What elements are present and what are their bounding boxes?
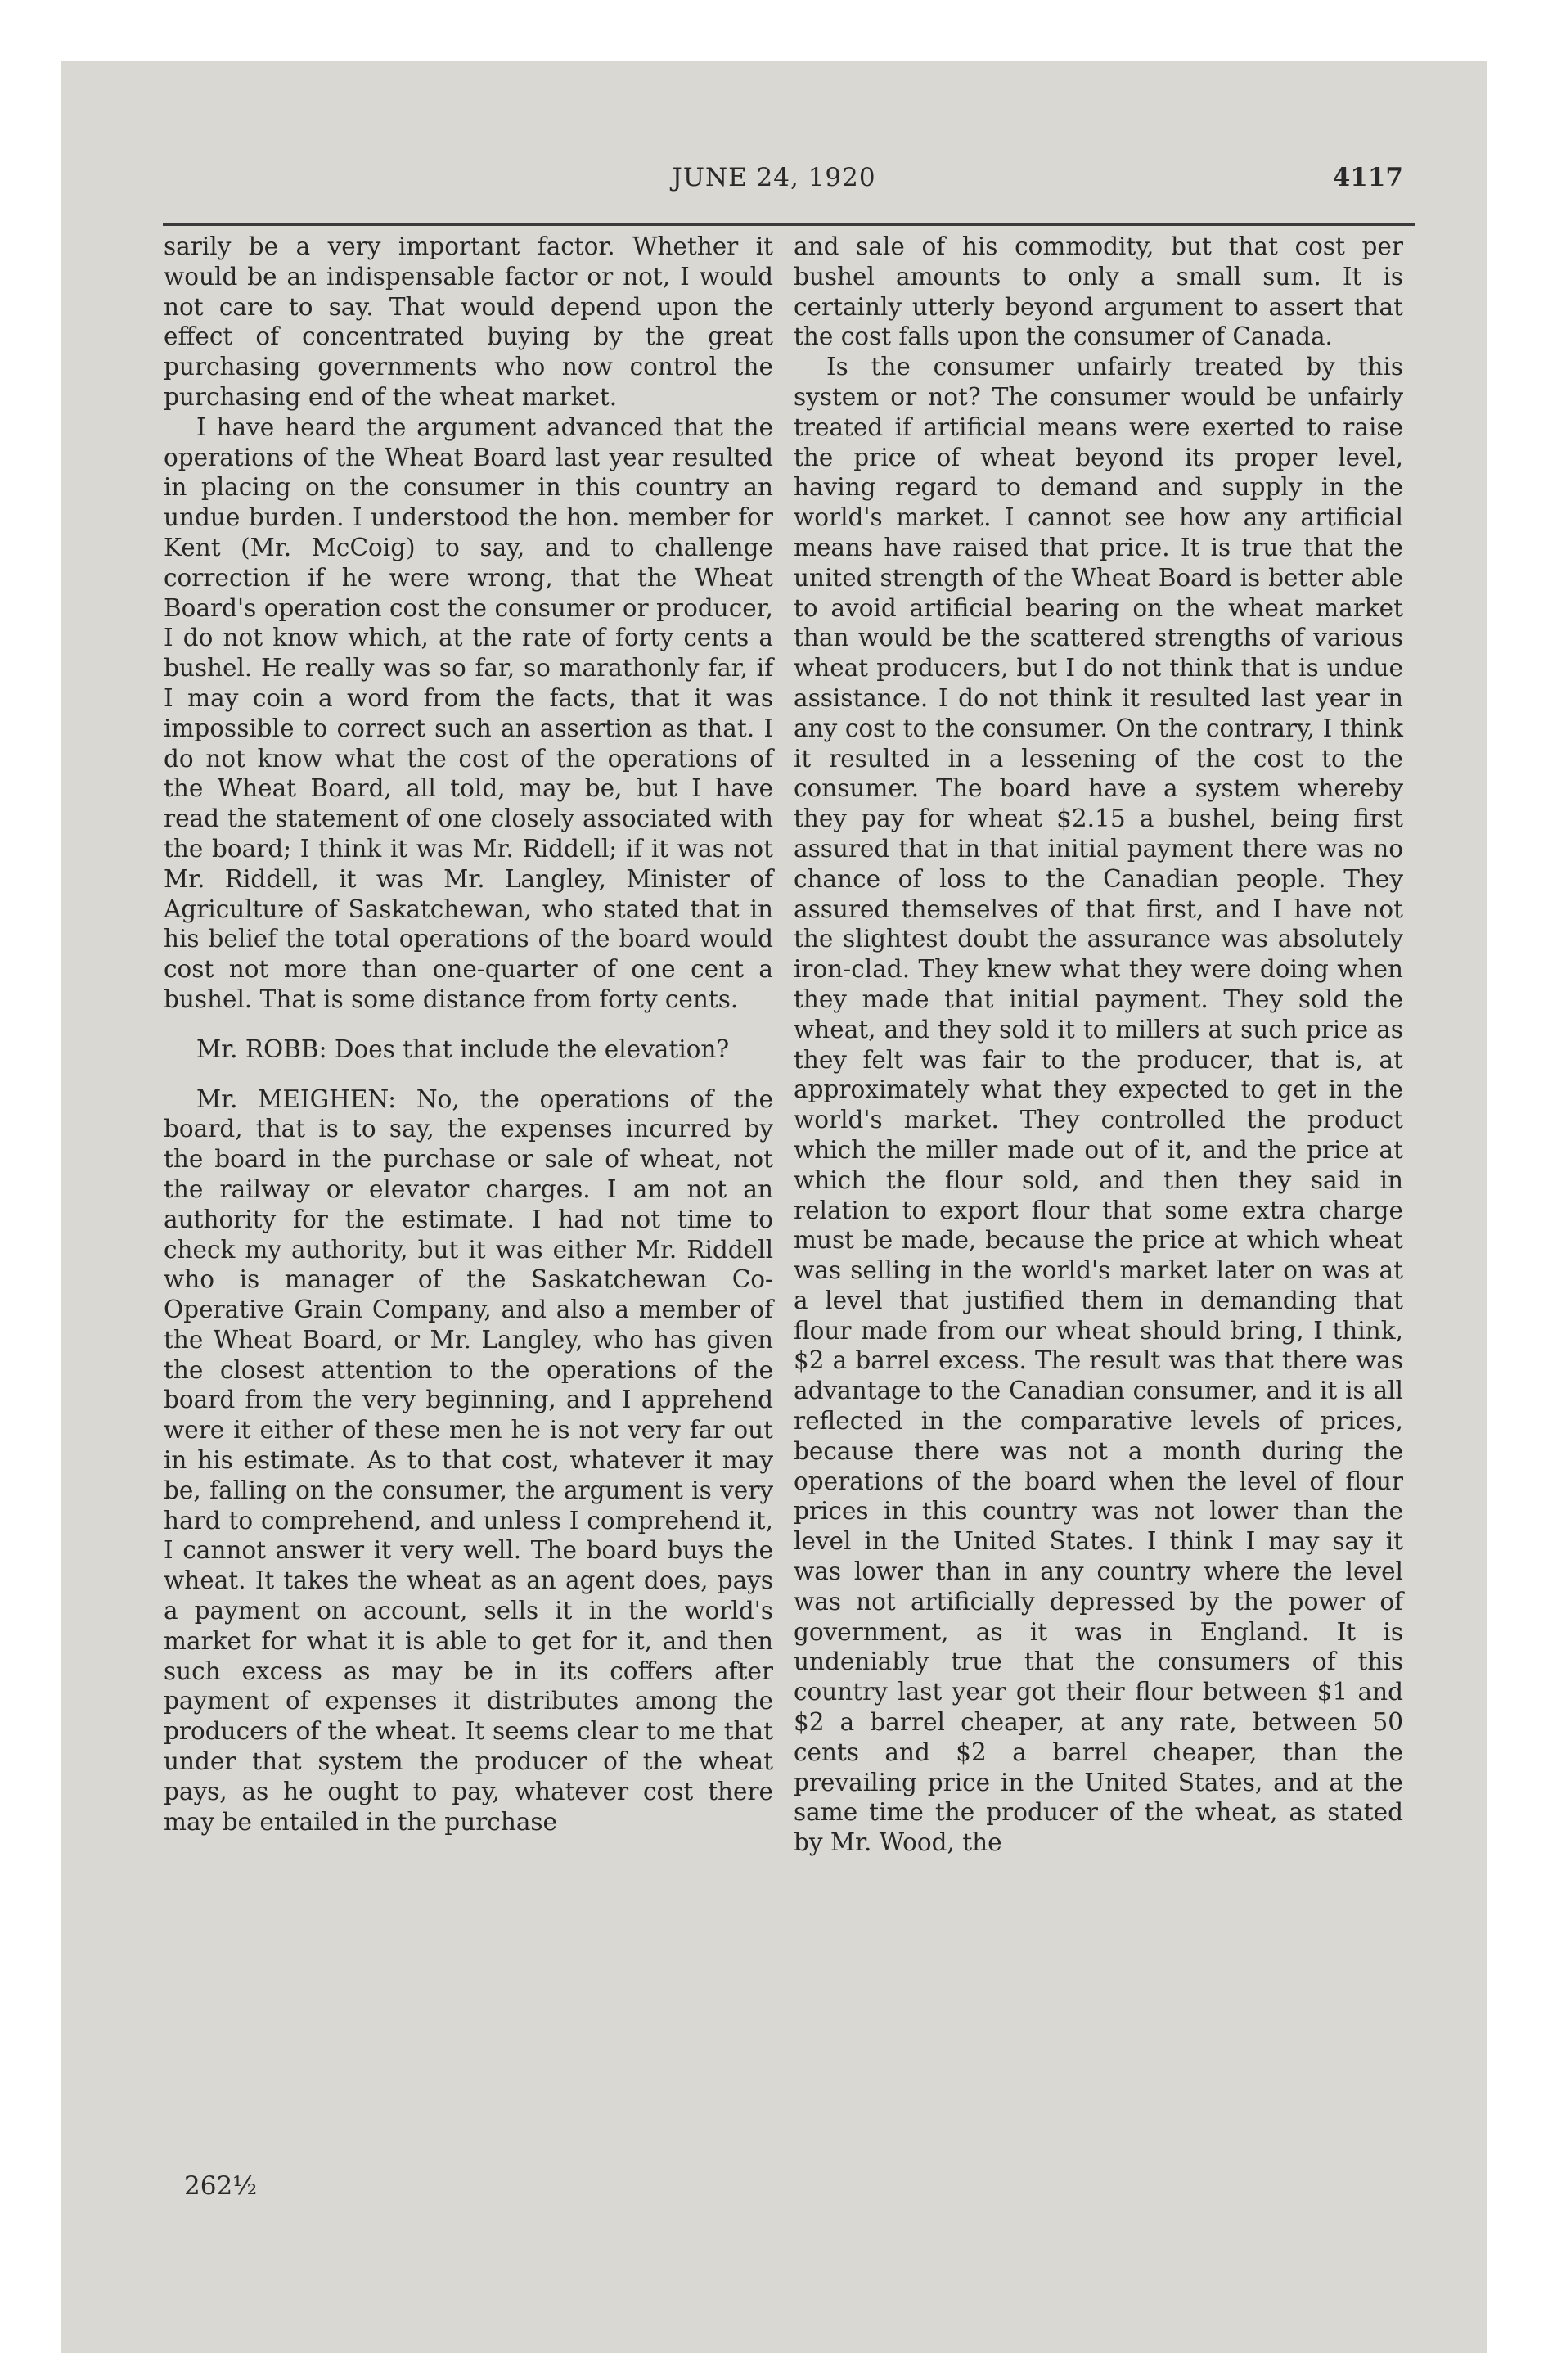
left-column bbox=[164, 232, 773, 1837]
page-number: 4117 bbox=[1332, 163, 1403, 192]
speaker-paragraph: Mr. ROBB: Does that include the elevation? bbox=[196, 1034, 730, 1063]
paragraph: sarily be a very important factor. Whether it would be an indispensable factor or not, I would not care to say. That would depend upon the effect of concentrated buying by the great purchasing governments who now control the purchasing end of the wheat market. bbox=[164, 232, 773, 411]
speaker-paragraph: Mr. MEIGHEN: No, the operations of the board, that is to say, the expenses incurred by the board in the purchase or sale of wheat, not the railway or elevator charges. I am not an authority for the estimate. I had not time to check my authority, but it was either Mr. Riddell who is manager of the Saskatchewan Co-Operative Grain Company, and also a member of the Wheat Board, or Mr. Langley, who has given the closest attention to the operations of the board from the very beginning, and I apprehend were it either of these men he is not very far out in his estimate. As to that cost, whatever it may be, falling on the consumer, the argument is very hard to comprehend, and unless I comprehend it, I cannot answer it very well. The board buys the wheat. It takes the wheat as an agent does, pays a payment on account, sells it in the world's market for what it is able to get for it, and then such excess as may be in its coffers after payment of expenses it distributes among the producers of the wheat. It seems clear to me that under that system the producer of the wheat pays, as he ought to pay, whatever cost there may be entailed in the purchase bbox=[164, 1084, 773, 1836]
header-rule bbox=[163, 223, 1415, 226]
page-date: JUNE 24, 1920 bbox=[672, 163, 876, 192]
scanned-page bbox=[61, 61, 1487, 2353]
page-header bbox=[61, 163, 1487, 196]
paragraph: I have heard the argument advanced that the operations of the Wheat Board last year resulted in placing on the consumer in this country an undue burden. I understood the hon. member for Kent (Mr. McCoig) to say, and to challenge correction if he were wrong, that the Wheat Board's operation cost the consumer or producer, I do not know which, at the rate of forty cents a bushel. He really was so far, so marathonly far, if I may coin a word from the facts, that it was impossible to correct such an assertion as that. I do not know what the cost of the operations of the Wheat Board, all told, may be, but I have read the statement of one closely associated with the board; I think it was Mr. Riddell; if it was not Mr. Riddell, it was Mr. Langley, Minister of Agriculture of Saskatchewan, who stated that in his belief the total operations of the board would cost not more than one-quarter of one cent a bushel. That is some distance from forty cents. bbox=[164, 412, 773, 1013]
paragraph: Is the consumer unfairly treated by this system or not? The consumer would be unfairly treated if artificial means were exerted to raise the price of wheat beyond its proper level, having regard to demand and supply in the world's market. I cannot see how any artificial means have raised that price. It is true that the united strength of the Wheat Board is better able to avoid artificial bearing on the wheat market than would be the scattered strengths of various wheat producers, but I do not think that is undue assistance. I do not think it resulted last year in any cost to the consumer. On the contrary, I think it resulted in a lessening of the cost to the consumer. The board have a system whereby they pay for wheat $2.15 a bushel, being first assured that in that initial payment there was no chance of loss to the Canadian people. They assured themselves of that first, and I have not the slightest doubt the assurance was absolutely iron-clad. They knew what they were doing when they made that initial payment. They sold the wheat, and they sold it to millers at such price as they felt was fair to the producer, that is, at approximately what they expected to get in the world's market. They controlled the product which the miller made out of it, and the price at which the flour sold, and then they said in relation to export flour that some extra charge must be made, because the price at which wheat was selling in the world's market later on was at a level that justified them in demanding that flour made from our wheat should bring, I think, $2 a barrel excess. The result was that there was advantage to the Canadian consumer, and it is all reflected in the comparative levels of prices, because there was not a month during the operations of the board when the level of flour prices in this country was not lower than the level in the United States. I think I may say it was lower than in any country where the level was not artificially depressed by the power of government, as it was in England. It is undeniably true that the consumers of this country last year got their flour between $1 and $2 a barrel cheaper, at any rate, between 50 cents and $2 a barrel cheaper, than the prevailing price in the United States, and at the same time the producer of the wheat, as stated by Mr. Wood, the bbox=[794, 353, 1403, 1857]
signature-mark: 262½ bbox=[184, 2171, 258, 2201]
paragraph: and sale of his commodity, but that cost per bushel amounts to only a small sum. It is certainly utterly beyond argument to assert that the cost falls upon the consumer of Canada. bbox=[794, 232, 1403, 351]
right-column bbox=[794, 232, 1403, 1858]
